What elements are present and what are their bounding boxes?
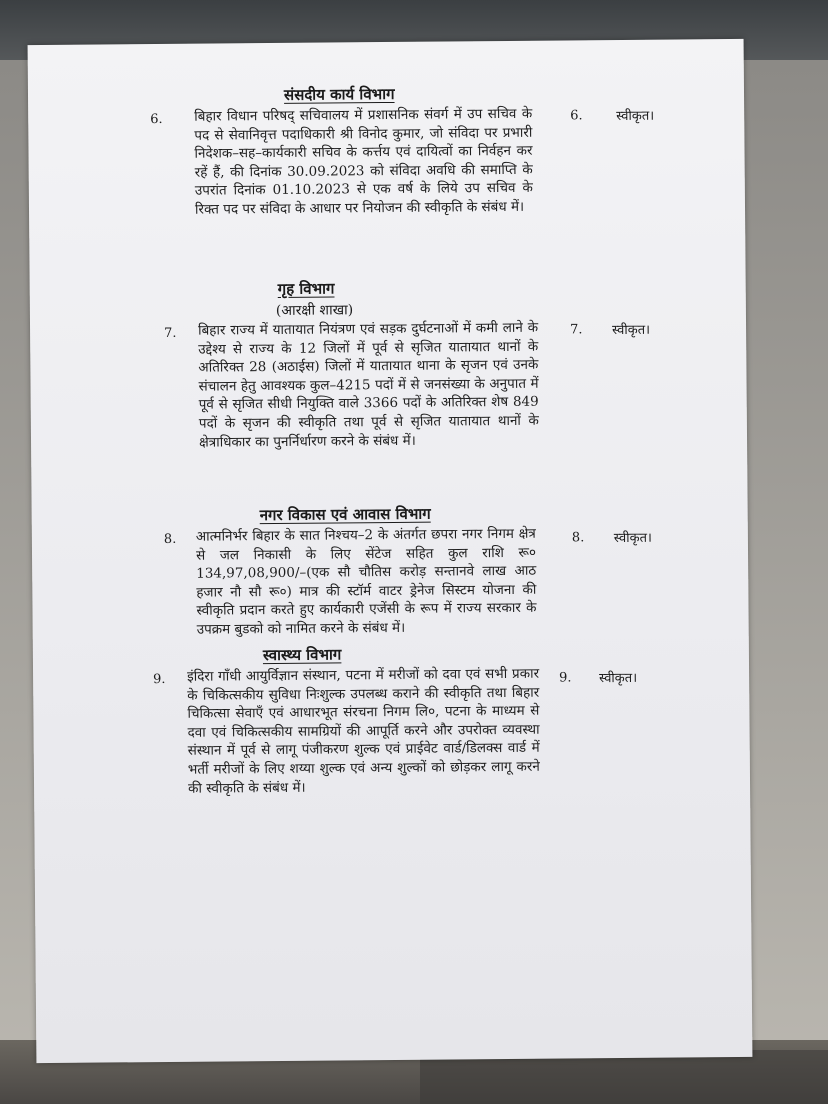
status-number-6: 6. xyxy=(570,108,583,124)
status-label-8: स्वीकृत। xyxy=(613,530,652,547)
item-number-8: 8. xyxy=(163,531,177,547)
status-number-7: 7. xyxy=(570,322,583,338)
item-number-7: 7. xyxy=(164,325,177,341)
sub-department-police: (आरक्षी शाखा) xyxy=(275,302,354,319)
department-heading-parliamentary: संसदीय कार्य विभाग xyxy=(283,84,395,104)
item-number-6: 6. xyxy=(150,111,163,128)
department-heading-home: गृह विभाग xyxy=(277,279,335,298)
status-label-7: स्वीकृत। xyxy=(612,322,651,339)
department-heading-health: स्वास्थ्य विभाग xyxy=(262,645,342,665)
item-number-9: 9. xyxy=(153,671,166,688)
item-text-6: बिहार विधान परिषद् सचिवालय में प्रशासनिक संवर्ग में उप सचिव के पद से सेवानिवृत्त पदाधिकारी श्री विनोद कुमार, जो संविदा पर प्रभारी निदेशक–सह–कार्यकारी सचिव के कर्त्तय एवं दायित्वों का निर्वहन कर रहें हैं, की दिनांक 30.09.2023 को संविदा अवधि की समाप्ति के उपरांत दिनांक 01.10.2023 से एक वर्ष के लिये उप सचिव के रिक्त पद पर संविदा के आधार पर नियोजन की स्वीकृति के संबंध में। xyxy=(194,105,533,218)
status-label-6: स्वीकृत। xyxy=(616,108,655,125)
status-number-8: 8. xyxy=(571,530,585,546)
item-text-7: बिहार राज्य में यातायात नियंत्रण एवं सड़क दुर्घटनाओं में कमी लाने के उद्देश्य से राज्य के 12 जिलों में पूर्व से सृजित यातायात थानों के अतिरिक्त 28 (अठाईस) जिलों में यातायात थाना के सृजन एवं उनके संचालन हेतु आवश्यक कुल–4215 पदों में से जनसंख्या के अनुपात में पूर्व से सृजित सीधी नियुक्ति वाले 3366 पदों के अतिरिक्त शेष 849 पदों के सृजन की स्वीकृति तथा पूर्व से सृजित यातायात थानों के क्षेत्राधिकार का पुनर्निर्धारण करने के संबंध में। xyxy=(198,319,539,451)
item-text-9: इंदिरा गाँधी आयुर्विज्ञान संस्थान, पटना में मरीजों को दवा एवं सभी प्रकार के चिकित्सकीय सुविधा निःशुल्क उपलब्ध कराने की स्वीकृति तथा बिहार चिकित्सा सेवाएँ एवं आधारभूत संरचना निगम लि०, पटना के माध्यम से दवा एवं चिकित्सकीय सामग्रियों की आपूर्ति करने और उपरोक्त व्यवस्था संस्थान में पूर्व से लागू पंजीकरण शुल्क एवं प्राईवेट वार्ड/डिलक्स वार्ड में भर्ती मरीजों के लिए शय्या शुल्क एवं अन्य शुल्कों को छोड़कर लागू करने की स्वीकृति के संबंध में। xyxy=(187,665,540,797)
status-number-9: 9. xyxy=(559,670,572,686)
status-label-9: स्वीकृत। xyxy=(599,670,638,687)
department-heading-urban: नगर विकास एवं आवास विभाग xyxy=(259,504,431,525)
item-text-8: आत्मनिर्भर बिहार के सात निश्चय–2 के अंतर्गत छपरा नगर निगम क्षेत्र से जल निकासी के लिए सेंटेज सहित कुल राशि रू० 134,97,08,900/–(एक सौ चौतिस करोड़ सन्तानवे लाख आठ हजार नौ सौ रू०) मात्र की स्टॉर्म वाटर ड्रेनेज सिस्टम योजना की स्वीकृति प्रदान करते हुए कार्यकारी एजेंसी के रूप में राज्य सरकार के उपक्रम बुडको को नामित करने के संबंध में। xyxy=(195,525,537,638)
document-page xyxy=(28,39,753,1063)
